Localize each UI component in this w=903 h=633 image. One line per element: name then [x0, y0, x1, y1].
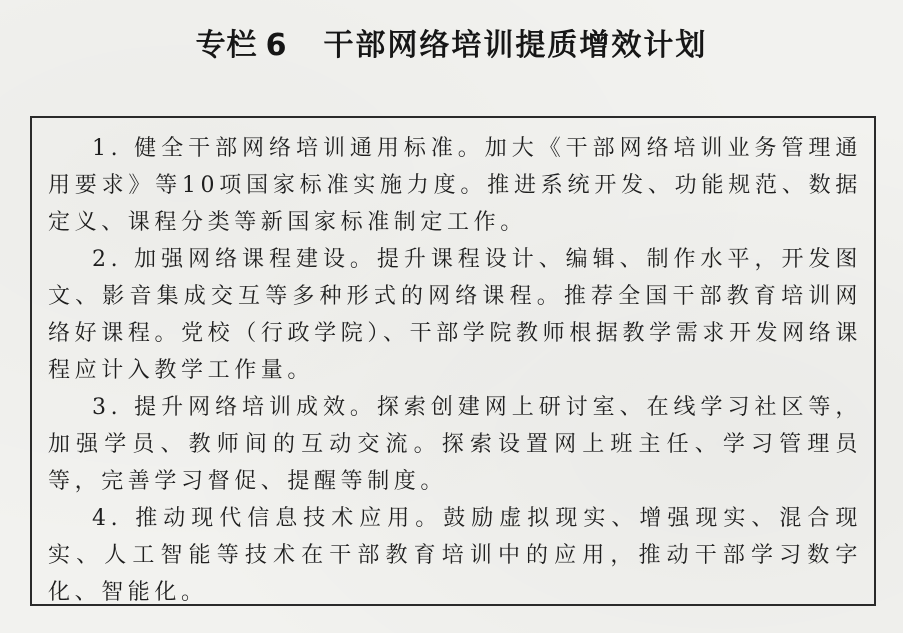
- paragraph-item-2: 2. 加强网络课程建设。提升课程设计、编辑、制作水平，开发图文、影音集成交互等多种形式的网络课程。推荐全国干部教育培训网络好课程。党校（行政学院）、干部学院教师根据教学需求开发网络课程应计入教学工作量。: [48, 247, 862, 383]
- page-title: [0, 26, 903, 66]
- paragraph-item-4: 4. 推动现代信息技术应用。鼓励虚拟现实、增强现实、混合现实、人工智能等技术在干部教育培训中的应用，推动干部学习数字化、智能化。: [48, 506, 862, 605]
- column-number: 6: [265, 28, 288, 63]
- content-box: [48, 130, 862, 611]
- column-label: 专栏: [195, 28, 258, 63]
- paragraph-item-1: 1. 健全干部网络培训通用标准。加大《干部网络培训业务管理通用要求》等10项国家标准实施力度。推进系统开发、功能规范、数据定义、课程分类等新国家标准制定工作。: [48, 136, 862, 235]
- column-heading: 干部网络培训提质增效计划: [323, 28, 708, 63]
- paragraph-item-3: 3. 提升网络培训成效。探索创建网上研讨室、在线学习社区等，加强学员、教师间的互动交流。探索设置网上班主任、学习管理员等，完善学习督促、提醒等制度。: [48, 395, 862, 494]
